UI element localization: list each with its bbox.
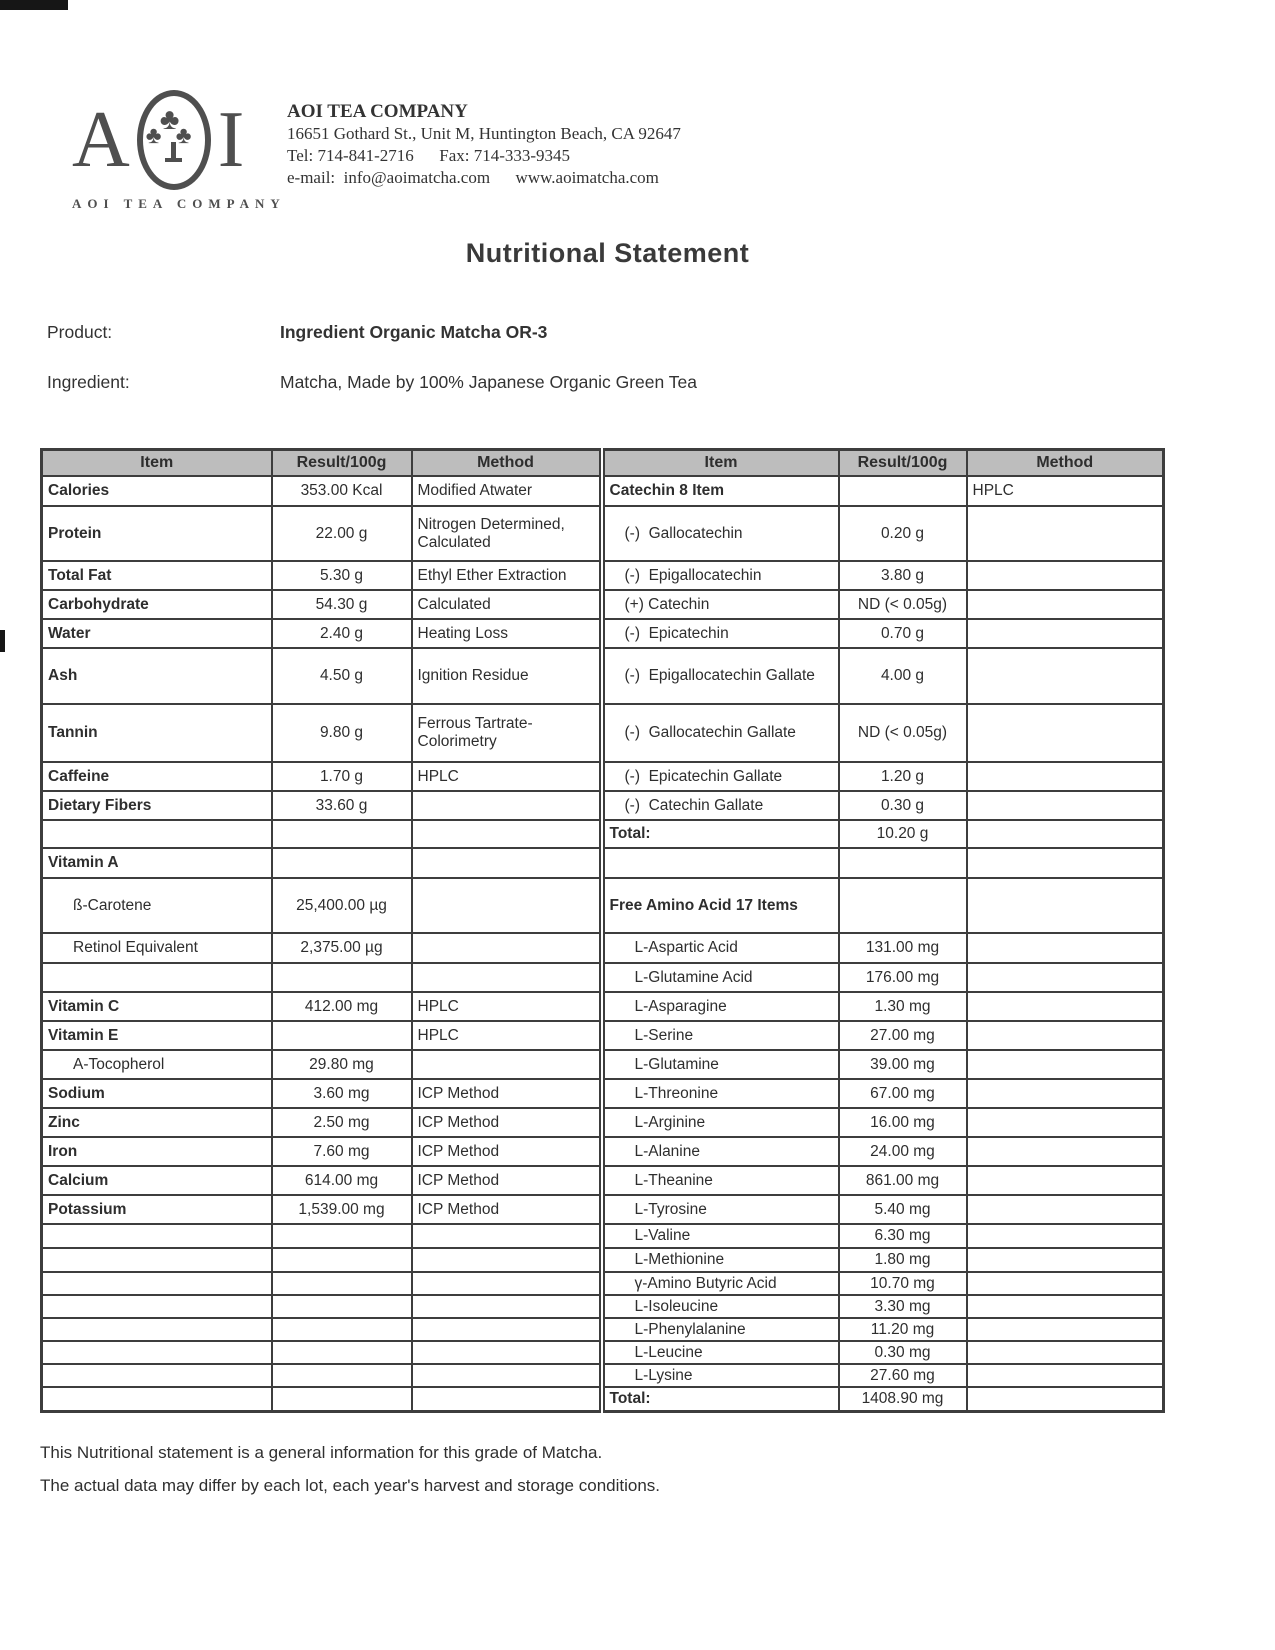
table-cell [967, 1108, 1164, 1137]
table-cell: 1408.90 mg [839, 1387, 967, 1411]
table-cell [602, 848, 839, 878]
table-cell: L-Tyrosine [602, 1195, 839, 1224]
tree-icon: ♣ [159, 103, 180, 136]
table-cell [967, 878, 1164, 933]
table-cell: 10.70 mg [839, 1272, 967, 1295]
product-label: Product: [47, 322, 113, 342]
table-cell [412, 1050, 602, 1079]
table-cell [967, 561, 1164, 590]
table-cell: 3.80 g [839, 561, 967, 590]
table-cell: 1.30 mg [839, 992, 967, 1021]
table-cell: 0.30 mg [839, 1341, 967, 1364]
table-cell [967, 1050, 1164, 1079]
column-header: Method [967, 450, 1164, 477]
table-cell [967, 1295, 1164, 1318]
table-cell [42, 1248, 272, 1272]
table-row [42, 1318, 1164, 1341]
footer-note-1: This Nutritional statement is a general information for this grade of Matcha. [40, 1443, 603, 1462]
table-cell: Caffeine [42, 762, 272, 791]
table-cell [272, 820, 412, 848]
table-cell: (+) Catechin [602, 590, 839, 619]
table-cell: 614.00 mg [272, 1166, 412, 1195]
table-row [42, 590, 1164, 619]
ingredient-label: Ingredient: [47, 372, 130, 392]
table-row [42, 1364, 1164, 1387]
table-row [42, 1341, 1164, 1364]
table-cell: 10.20 g [839, 820, 967, 848]
table-cell [412, 791, 602, 820]
scan-artifact [0, 0, 68, 10]
table-cell: 4.00 g [839, 648, 967, 704]
company-email-web: e-mail: info@aoimatcha.com www.aoimatcha.com [287, 168, 659, 187]
table-cell: (-) Epicatechin Gallate [602, 762, 839, 791]
table-cell: ICP Method [412, 1137, 602, 1166]
table-cell: HPLC [967, 476, 1164, 506]
table-cell: ICP Method [412, 1166, 602, 1195]
table-cell: Potassium [42, 1195, 272, 1224]
table-cell: 5.30 g [272, 561, 412, 590]
table-cell: (-) Gallocatechin Gallate [602, 704, 839, 762]
table-cell [967, 1195, 1164, 1224]
table-row [42, 506, 1164, 561]
table-cell [967, 1079, 1164, 1108]
table-cell [967, 791, 1164, 820]
table-cell: ND (< 0.05g) [839, 590, 967, 619]
table-cell: L-Aspartic Acid [602, 933, 839, 963]
table-cell: 131.00 mg [839, 933, 967, 963]
table-cell: Calculated [412, 590, 602, 619]
table-cell: Total: [602, 820, 839, 848]
table-cell [42, 1295, 272, 1318]
table-cell: L-Theanine [602, 1166, 839, 1195]
table-cell [272, 963, 412, 992]
table-cell [839, 848, 967, 878]
table-row [42, 1079, 1164, 1108]
table-row [42, 1137, 1164, 1166]
table-cell: 1.70 g [272, 762, 412, 791]
table-cell: (-) Gallocatechin [602, 506, 839, 561]
table-cell: L-Alanine [602, 1137, 839, 1166]
ingredient-value: Matcha, Made by 100% Japanese Organic Green Tea [280, 372, 698, 392]
table-cell: 0.30 g [839, 791, 967, 820]
table-cell [42, 820, 272, 848]
table-cell: 2.50 mg [272, 1108, 412, 1137]
table-cell: HPLC [412, 992, 602, 1021]
company-phone-fax: Tel: 714-841-2716 Fax: 714-333-9345 [287, 146, 571, 165]
table-cell [412, 1341, 602, 1364]
table-cell: Dietary Fibers [42, 791, 272, 820]
table-cell [967, 820, 1164, 848]
company-info [287, 100, 681, 189]
table-cell: L-Leucine [602, 1341, 839, 1364]
table-cell: ICP Method [412, 1195, 602, 1224]
table-row [42, 1295, 1164, 1318]
table-cell [967, 933, 1164, 963]
table-cell: L-Serine [602, 1021, 839, 1050]
table-cell [967, 762, 1164, 791]
table-row [42, 1248, 1164, 1272]
table-cell: 22.00 g [272, 506, 412, 561]
table-cell: 7.60 mg [272, 1137, 412, 1166]
table-row [42, 1166, 1164, 1195]
table-cell: Ferrous Tartrate-Colorimetry [412, 704, 602, 762]
table-cell [272, 1295, 412, 1318]
table-cell [412, 820, 602, 848]
table-cell [42, 1341, 272, 1364]
table-cell: 3.60 mg [272, 1079, 412, 1108]
table-row [42, 762, 1164, 791]
table-row [42, 791, 1164, 820]
table-cell: 4.50 g [272, 648, 412, 704]
table-cell: Ash [42, 648, 272, 704]
table-cell [412, 1387, 602, 1411]
footer-note-2: The actual data may differ by each lot, each year's harvest and storage conditions. [40, 1476, 661, 1495]
table-cell: Protein [42, 506, 272, 561]
table-cell: 27.00 mg [839, 1021, 967, 1050]
table-cell: L-Lysine [602, 1364, 839, 1387]
table-cell: HPLC [412, 1021, 602, 1050]
table-cell: Catechin 8 Item [602, 476, 839, 506]
table-cell: 29.80 mg [272, 1050, 412, 1079]
table-cell: 861.00 mg [839, 1166, 967, 1195]
table-row [42, 1195, 1164, 1224]
table-cell: Calcium [42, 1166, 272, 1195]
logo-letter-i: I [217, 96, 245, 184]
table-cell: Vitamin E [42, 1021, 272, 1050]
table-cell: 33.60 g [272, 791, 412, 820]
table-cell [967, 704, 1164, 762]
table-cell [967, 1272, 1164, 1295]
table-cell [967, 1224, 1164, 1248]
table-cell: Water [42, 619, 272, 648]
logo-letter-a: A [72, 96, 130, 184]
column-header: Result/100g [272, 450, 412, 477]
logo-caption: AOI TEA COMPANY [72, 196, 286, 211]
table-cell [412, 963, 602, 992]
table-row [42, 878, 1164, 933]
table-cell [967, 1021, 1164, 1050]
table-cell [412, 933, 602, 963]
table-cell: L-Arginine [602, 1108, 839, 1137]
table-cell [42, 1318, 272, 1341]
table-cell [272, 1248, 412, 1272]
table-cell [967, 1364, 1164, 1387]
table-cell [412, 1224, 602, 1248]
table-cell [412, 1272, 602, 1295]
table-cell [967, 648, 1164, 704]
table-row [42, 820, 1164, 848]
table-cell: Ignition Residue [412, 648, 602, 704]
table-row [42, 1387, 1164, 1411]
table-cell: 0.70 g [839, 619, 967, 648]
table-cell [412, 1364, 602, 1387]
table-cell [412, 1295, 602, 1318]
product-value: Ingredient Organic Matcha OR-3 [280, 322, 548, 342]
logo-mark [72, 92, 272, 188]
column-header: Result/100g [839, 450, 967, 477]
table-cell: 1.20 g [839, 762, 967, 791]
table-row [42, 648, 1164, 704]
table-cell: Total Fat [42, 561, 272, 590]
table-cell [967, 1137, 1164, 1166]
table-cell: 24.00 mg [839, 1137, 967, 1166]
header-row [42, 450, 1164, 477]
table-cell: Nitrogen Determined, Calculated [412, 506, 602, 561]
table-cell: 2,375.00 µg [272, 933, 412, 963]
table-cell: L-Glutamine [602, 1050, 839, 1079]
company-logo [72, 92, 286, 212]
table-cell [412, 1318, 602, 1341]
table-cell [967, 848, 1164, 878]
table-cell: γ-Amino Butyric Acid [602, 1272, 839, 1295]
table-cell: 54.30 g [272, 590, 412, 619]
table-cell: Zinc [42, 1108, 272, 1137]
table-cell: Retinol Equivalent [42, 933, 272, 963]
table-row [42, 561, 1164, 590]
table-cell: L-Threonine [602, 1079, 839, 1108]
table-cell: 353.00 Kcal [272, 476, 412, 506]
table-cell [412, 878, 602, 933]
table-cell: Sodium [42, 1079, 272, 1108]
table-cell: 1,539.00 mg [272, 1195, 412, 1224]
table-cell: ICP Method [412, 1108, 602, 1137]
table-cell [42, 1387, 272, 1411]
table-cell [272, 848, 412, 878]
company-address: 16651 Gothard St., Unit M, Huntington Beach, CA 92647 [287, 124, 681, 143]
page-title: Nutritional Statement [465, 238, 750, 268]
table-cell: 67.00 mg [839, 1079, 967, 1108]
table-cell [412, 848, 602, 878]
table-cell: 176.00 mg [839, 963, 967, 992]
table-cell: 6.30 mg [839, 1224, 967, 1248]
table-cell: 39.00 mg [839, 1050, 967, 1079]
table-row [42, 619, 1164, 648]
table-row [42, 1272, 1164, 1295]
table-cell: 11.20 mg [839, 1318, 967, 1341]
table-cell [967, 1166, 1164, 1195]
table-cell [967, 992, 1164, 1021]
table-cell: 3.30 mg [839, 1295, 967, 1318]
table-row [42, 1021, 1164, 1050]
table-row [42, 1108, 1164, 1137]
table-cell [967, 1341, 1164, 1364]
column-header: Item [602, 450, 839, 477]
tree-trunk-base [165, 158, 182, 162]
table-cell: Modified Atwater [412, 476, 602, 506]
table-cell: ß-Carotene [42, 878, 272, 933]
table-cell [967, 506, 1164, 561]
table-cell [967, 1248, 1164, 1272]
table-cell: Tannin [42, 704, 272, 762]
table-row [42, 1050, 1164, 1079]
table-cell [839, 878, 967, 933]
table-cell [272, 1364, 412, 1387]
table-cell: 1.80 mg [839, 1248, 967, 1272]
table-cell [839, 476, 967, 506]
tree-icon: ♣ [145, 122, 162, 149]
table-cell: L-Asparagine [602, 992, 839, 1021]
table-cell: HPLC [412, 762, 602, 791]
table-cell: Calories [42, 476, 272, 506]
table-cell: L-Isoleucine [602, 1295, 839, 1318]
table-cell: A-Tocopherol [42, 1050, 272, 1079]
table-cell [272, 1341, 412, 1364]
table-cell: Free Amino Acid 17 Items [602, 878, 839, 933]
title-container [0, 238, 1215, 269]
table-row [42, 1224, 1164, 1248]
table-cell: 5.40 mg [839, 1195, 967, 1224]
table-cell [42, 1364, 272, 1387]
table-cell: 2.40 g [272, 619, 412, 648]
table-cell [967, 619, 1164, 648]
table-row [42, 476, 1164, 506]
table-cell: 25,400.00 µg [272, 878, 412, 933]
table-cell [412, 1248, 602, 1272]
table-row [42, 848, 1164, 878]
table-cell: Carbohydrate [42, 590, 272, 619]
table-cell [272, 1272, 412, 1295]
table-cell [967, 963, 1164, 992]
table-container [40, 448, 1165, 1413]
table-cell: 0.20 g [839, 506, 967, 561]
table-cell: L-Methionine [602, 1248, 839, 1272]
table-cell: Vitamin A [42, 848, 272, 878]
table-cell: Total: [602, 1387, 839, 1411]
table-cell: 412.00 mg [272, 992, 412, 1021]
column-header: Item [42, 450, 272, 477]
table-cell [272, 1387, 412, 1411]
table-cell [272, 1224, 412, 1248]
table-cell: 16.00 mg [839, 1108, 967, 1137]
table-cell [42, 1272, 272, 1295]
table-cell [967, 1318, 1164, 1341]
table-cell: Ethyl Ether Extraction [412, 561, 602, 590]
table-cell: 9.80 g [272, 704, 412, 762]
scan-artifact [0, 630, 5, 652]
table-row [42, 992, 1164, 1021]
table-cell [967, 590, 1164, 619]
logo-oval [137, 90, 211, 190]
table-cell: Vitamin C [42, 992, 272, 1021]
table-cell: Heating Loss [412, 619, 602, 648]
table-cell: L-Glutamine Acid [602, 963, 839, 992]
nutrition-table [40, 448, 1165, 1413]
table-cell [272, 1318, 412, 1341]
table-cell: 27.60 mg [839, 1364, 967, 1387]
table-cell [967, 1387, 1164, 1411]
table-cell: ND (< 0.05g) [839, 704, 967, 762]
table-row [42, 933, 1164, 963]
table-cell: L-Valine [602, 1224, 839, 1248]
table-row [42, 704, 1164, 762]
table-row [42, 963, 1164, 992]
table-cell: (-) Catechin Gallate [602, 791, 839, 820]
column-header: Method [412, 450, 602, 477]
table-cell: Iron [42, 1137, 272, 1166]
table-cell: (-) Epigallocatechin Gallate [602, 648, 839, 704]
tree-icon: ♣ [175, 122, 192, 149]
table-cell: (-) Epicatechin [602, 619, 839, 648]
table-cell: ICP Method [412, 1079, 602, 1108]
table-cell [42, 1224, 272, 1248]
table-cell [42, 963, 272, 992]
table-cell: L-Phenylalanine [602, 1318, 839, 1341]
table-cell [272, 1021, 412, 1050]
company-name: AOI TEA COMPANY [287, 101, 468, 122]
table-cell: (-) Epigallocatechin [602, 561, 839, 590]
